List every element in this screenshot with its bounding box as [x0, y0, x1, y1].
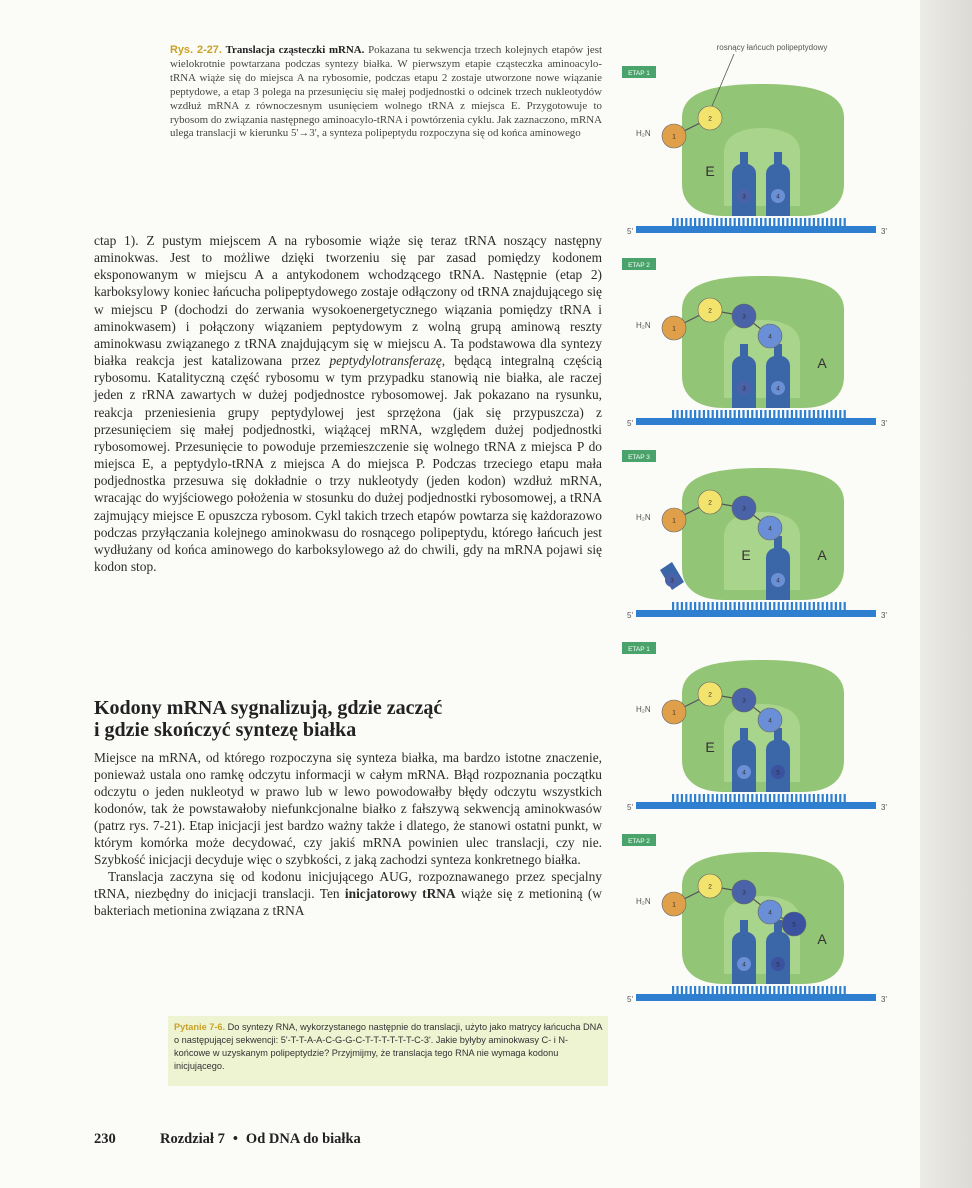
mrna-nucleotide — [773, 986, 775, 995]
section-heading — [94, 697, 574, 741]
question-body: Do syntezy RNA, wykorzystanego następnie do translacji, użyto jako matrycy łańcucha DNA o następującej sekwencji: 5'-T-T-A-A-C-G-G-C-T-T-T-T-T-T-C-3'. Jakie byłyby aminokwasy C- i N-końcowe w uzyskanym polipeptydzie? Przyjmijmy, że translacja tego RNA nie wymaga kodonu inicjującego. — [174, 1022, 602, 1071]
trna-number: 4 — [742, 769, 746, 777]
mrna-nucleotide — [835, 410, 837, 419]
mrna-nucleotide — [729, 218, 731, 227]
mrna-strand — [636, 418, 876, 425]
mrna-nucleotide — [844, 218, 846, 227]
chapter-label: Rozdział 7 — [160, 1131, 225, 1147]
mrna-nucleotide — [751, 794, 753, 803]
mrna-nucleotide — [712, 794, 714, 803]
body2-part-a: Translacja zaczyna się od kodonu inicjującego AUG, rozpoznawanego przez specjalny tRNA, niezbędny do inicjacji translacji. Ten — [94, 869, 602, 902]
mrna-3-prime-label: 3' — [881, 803, 887, 812]
mrna-nucleotide — [694, 986, 696, 995]
trna-stem — [740, 728, 748, 748]
mrna-nucleotide — [844, 602, 846, 611]
mrna-nucleotide — [716, 794, 718, 803]
ribosome-site-label: A — [817, 355, 827, 371]
mrna-nucleotide — [808, 986, 810, 995]
amino-acid-number: 2 — [708, 307, 712, 315]
etap-label: ETAP 2 — [628, 262, 650, 269]
mrna-nucleotide — [778, 410, 780, 419]
mrna-nucleotide — [839, 218, 841, 227]
mrna-nucleotide — [703, 410, 705, 419]
mrna-nucleotide — [760, 986, 762, 995]
mrna-nucleotide — [786, 602, 788, 611]
mrna-nucleotide — [681, 602, 683, 611]
mrna-nucleotide — [729, 602, 731, 611]
amino-acid-number: 1 — [672, 325, 676, 333]
mrna-nucleotide — [817, 218, 819, 227]
mrna-nucleotide — [716, 602, 718, 611]
mrna-nucleotide — [698, 410, 700, 419]
mrna-nucleotide — [707, 794, 709, 803]
mrna-nucleotide — [826, 218, 828, 227]
mrna-nucleotide — [830, 794, 832, 803]
mrna-nucleotide — [685, 410, 687, 419]
mrna-nucleotide — [813, 410, 815, 419]
mrna-nucleotide — [835, 986, 837, 995]
mrna-nucleotide — [742, 794, 744, 803]
mrna-nucleotide — [822, 410, 824, 419]
mrna-3-prime-label: 3' — [881, 419, 887, 428]
amino-terminus-label: H₂N — [636, 897, 651, 906]
mrna-nucleotide — [808, 602, 810, 611]
amino-terminus-label: H₂N — [636, 705, 651, 714]
mrna-nucleotide — [676, 218, 678, 227]
mrna-nucleotide — [756, 218, 758, 227]
mrna-nucleotide — [826, 410, 828, 419]
mrna-nucleotide — [703, 218, 705, 227]
amino-acid-number: 4 — [768, 333, 772, 341]
mrna-nucleotide — [791, 602, 793, 611]
mrna-nucleotide — [813, 794, 815, 803]
mrna-5-prime-label: 5' — [627, 419, 633, 428]
mrna-nucleotide — [764, 410, 766, 419]
mrna-nucleotide — [795, 218, 797, 227]
mrna-nucleotide — [839, 986, 841, 995]
amino-acid-number: 1 — [672, 517, 676, 525]
mrna-nucleotide — [782, 794, 784, 803]
mrna-nucleotide — [756, 410, 758, 419]
trna-stem — [740, 152, 748, 172]
mrna-nucleotide — [800, 410, 802, 419]
mrna-nucleotide — [769, 602, 771, 611]
mrna-nucleotide — [703, 602, 705, 611]
trna-stem — [774, 152, 782, 172]
body2-bold-term: inicjatorowy tRNA — [344, 886, 456, 902]
mrna-nucleotide — [747, 410, 749, 419]
mrna-nucleotide — [681, 218, 683, 227]
mrna-nucleotide — [804, 794, 806, 803]
amino-acid-number: 5 — [792, 921, 796, 929]
chapter-title: Od DNA do białka — [245, 1131, 361, 1147]
mrna-strand — [636, 994, 876, 1001]
mrna-nucleotide — [707, 410, 709, 419]
mrna-nucleotide — [813, 602, 815, 611]
mrna-nucleotide — [707, 218, 709, 227]
mrna-nucleotide — [734, 986, 736, 995]
mrna-nucleotide — [712, 602, 714, 611]
body2-paragraph-1: Miejsce na mRNA, od którego rozpoczyna się synteza białka, ma bardzo istotne znaczenie, ponieważ ustala ono ramkę odczytu informacji w całym mRNA. Błąd rozpoznania początku odczytu o jeden nukleotyd w prawo lub w lewo powodowałby błędy odczytu wszystkich kodonów, tak że powstawałoby niefunkcjonalne białko z fałszywą sekwencją aminokwasów (patrz rys. 7-21). Etap inicjacji jest bardzo ważny także i dlatego, że stanowi ostatni punkt, w którym komórka może decydować, czy jakiś mRNA powinien ulec translacji, czy nie. Szybkość inicjacji decyduje więc o szybkości, z jaką zachodzi synteza konkretnego białka. — [94, 750, 602, 868]
mrna-nucleotide — [795, 986, 797, 995]
amino-acid-number: 3 — [742, 889, 746, 897]
mrna-nucleotide — [742, 218, 744, 227]
mrna-nucleotide — [839, 410, 841, 419]
ribosome-site-label: E — [705, 739, 715, 755]
ribosome-site-label: E — [705, 163, 715, 179]
mrna-nucleotide — [778, 218, 780, 227]
mrna-nucleotide — [681, 794, 683, 803]
amino-acid-number: 4 — [768, 909, 772, 917]
mrna-nucleotide — [747, 602, 749, 611]
mrna-nucleotide — [786, 986, 788, 995]
caption-label: Rys. 2-27. — [170, 44, 222, 56]
mrna-nucleotide — [817, 602, 819, 611]
mrna-nucleotide — [817, 410, 819, 419]
mrna-nucleotide — [690, 794, 692, 803]
trna-number: 5 — [776, 769, 780, 777]
etap-label: ETAP 1 — [628, 646, 650, 653]
amino-acid-number: 4 — [768, 525, 772, 533]
body-text-2 — [94, 749, 602, 919]
mrna-nucleotide — [791, 410, 793, 419]
mrna-nucleotide — [844, 410, 846, 419]
mrna-nucleotide — [813, 986, 815, 995]
amino-acid-number: 3 — [742, 313, 746, 321]
page-number: 230 — [94, 1131, 116, 1147]
trna-stem — [740, 344, 748, 364]
mrna-nucleotide — [800, 602, 802, 611]
page-edge-shadow — [920, 0, 972, 1188]
mrna-nucleotide — [698, 986, 700, 995]
mrna-nucleotide — [786, 410, 788, 419]
mrna-nucleotide — [725, 794, 727, 803]
mrna-3-prime-label: 3' — [881, 227, 887, 236]
mrna-nucleotide — [760, 794, 762, 803]
mrna-nucleotide — [839, 602, 841, 611]
body1-part2: , będącą integralną częścią rybosomu. Katalityczną część rybosomu w tym przypadku stanowią nie białka, ale raczej jeden z rRNA zawartych w dużej podjednostce rybosomowej. Jak pokazano na rysunku, reakcja przeniesienia grupy peptydylowej jest sprzężona (jak się przypuszcza) z przesunięciem się małej podjednostki, wiążącej mRNA, względem dużej podjednostki rybosomowej. Przesunięcie to powoduje przemieszczenie się wolnego tRNA z miejsca P do miejsca E, a peptydylo-tRNA z miejsca A do miejsca P. Podczas trzeciego etapu mała podjednostka przesuwa się dokładnie o trzy nukleotydy (jeden kodon) wzdłuż mRNA, wracając do wyjściowego położenia w stosunku do dużej podjednostki rybosomowej, a tRNA zajmujący miejsce E opuszcza rybosom. Cykl takich trzech etapów powtarza się każdorazowo podczas przyłączania kolejnego aminokwasu do rosnącego polipeptydu, którego łańcuch jest wydłużany od końca aminowego do karboksylowego aż do chwili, gdy na mRNA pojawi się kodon stop. — [94, 353, 602, 574]
mrna-nucleotide — [756, 602, 758, 611]
mrna-nucleotide — [764, 602, 766, 611]
mrna-nucleotide — [844, 794, 846, 803]
mrna-nucleotide — [672, 410, 674, 419]
mrna-nucleotide — [782, 986, 784, 995]
mrna-nucleotide — [769, 218, 771, 227]
mrna-nucleotide — [822, 602, 824, 611]
mrna-nucleotide — [703, 794, 705, 803]
mrna-nucleotide — [822, 794, 824, 803]
mrna-nucleotide — [756, 986, 758, 995]
page-footer — [94, 1131, 514, 1148]
mrna-nucleotide — [712, 410, 714, 419]
mrna-nucleotide — [751, 218, 753, 227]
mrna-nucleotide — [835, 218, 837, 227]
mrna-nucleotide — [720, 218, 722, 227]
mrna-strand — [636, 226, 876, 233]
mrna-nucleotide — [764, 986, 766, 995]
mrna-nucleotide — [773, 218, 775, 227]
mrna-nucleotide — [707, 986, 709, 995]
ribosome-site-label: A — [817, 931, 827, 947]
mrna-nucleotide — [685, 794, 687, 803]
trna-number: 3 — [742, 193, 746, 201]
mrna-nucleotide — [786, 218, 788, 227]
amino-acid-number: 3 — [742, 505, 746, 513]
mrna-nucleotide — [800, 986, 802, 995]
mrna-nucleotide — [694, 602, 696, 611]
mrna-nucleotide — [769, 986, 771, 995]
figure-caption — [170, 44, 602, 141]
mrna-nucleotide — [830, 986, 832, 995]
amino-terminus-label: H₂N — [636, 513, 651, 522]
mrna-nucleotide — [720, 794, 722, 803]
mrna-5-prime-label: 5' — [627, 227, 633, 236]
mrna-5-prime-label: 5' — [627, 995, 633, 1004]
mrna-nucleotide — [690, 218, 692, 227]
trna-number: 4 — [742, 961, 746, 969]
mrna-nucleotide — [764, 794, 766, 803]
mrna-nucleotide — [672, 986, 674, 995]
mrna-nucleotide — [782, 410, 784, 419]
footer-separator: • — [232, 1131, 238, 1147]
mrna-nucleotide — [769, 794, 771, 803]
mrna-nucleotide — [742, 410, 744, 419]
mrna-nucleotide — [690, 986, 692, 995]
mrna-nucleotide — [835, 602, 837, 611]
mrna-nucleotide — [734, 410, 736, 419]
mrna-nucleotide — [826, 794, 828, 803]
mrna-nucleotide — [791, 794, 793, 803]
question-text — [174, 1021, 604, 1073]
mrna-nucleotide — [738, 602, 740, 611]
mrna-nucleotide — [716, 410, 718, 419]
figure-panel-2 — [622, 258, 887, 428]
mrna-nucleotide — [804, 602, 806, 611]
mrna-nucleotide — [676, 794, 678, 803]
body1-part1: ctap 1). Z pustym miejscem A na rybosomie wiąże się teraz tRNA noszący następny aminokwas. Jest to możliwe dzięki tworzeniu się par zasad pomiędzy kodonem eksponowanym w miejscu A a antykodonem wchodzącego tRNA. Następnie (etap 2) karboksylowy koniec łańcucha polipeptydowego zostaje odłączony od tRNA znajdującego się w miejscu P (dochodzi do zerwania wysokoenergetycznego wiązania pomiędzy tRNA i aminokwasem) i połączony wiązaniem peptydowym z wolną grupą aminową reszty aminokwasu związanego z tRNA znajdującym się w miejscu A. Ta podstawowa dla syntezy białka reakcja jest katalizowana przez — [94, 233, 602, 369]
figure-panel-1 — [622, 43, 887, 236]
mrna-nucleotide — [800, 794, 802, 803]
mrna-nucleotide — [826, 986, 828, 995]
mrna-nucleotide — [782, 602, 784, 611]
caption-title: Translacja cząsteczki mRNA. — [225, 44, 365, 56]
mrna-3-prime-label: 3' — [881, 995, 887, 1004]
mrna-strand — [636, 610, 876, 617]
mrna-nucleotide — [729, 794, 731, 803]
etap-label: ETAP 3 — [628, 454, 650, 461]
mrna-nucleotide — [830, 218, 832, 227]
amino-acid-number: 2 — [708, 691, 712, 699]
amino-acid-number: 3 — [742, 697, 746, 705]
mrna-nucleotide — [813, 218, 815, 227]
heading-line-1: Kodony mRNA sygnalizują, gdzie zacząć — [94, 697, 443, 719]
mrna-nucleotide — [734, 602, 736, 611]
question-label: Pytanie 7-6. — [174, 1022, 226, 1032]
body1-italic-term: peptydylotransferazę — [329, 353, 442, 369]
mrna-nucleotide — [778, 986, 780, 995]
mrna-nucleotide — [751, 602, 753, 611]
mrna-nucleotide — [800, 218, 802, 227]
figure-panel-4 — [622, 642, 887, 812]
mrna-nucleotide — [703, 986, 705, 995]
mrna-nucleotide — [738, 986, 740, 995]
amino-acid-number: 2 — [708, 499, 712, 507]
mrna-nucleotide — [747, 794, 749, 803]
trna-stem — [740, 920, 748, 940]
mrna-nucleotide — [756, 794, 758, 803]
mrna-nucleotide — [676, 602, 678, 611]
ribosome-site-a-label: A — [817, 547, 827, 563]
mrna-nucleotide — [725, 986, 727, 995]
mrna-nucleotide — [751, 410, 753, 419]
mrna-nucleotide — [685, 986, 687, 995]
mrna-nucleotide — [707, 602, 709, 611]
mrna-nucleotide — [672, 218, 674, 227]
mrna-nucleotide — [830, 410, 832, 419]
trna-number: 3 — [742, 385, 746, 393]
mrna-nucleotide — [786, 794, 788, 803]
mrna-nucleotide — [782, 218, 784, 227]
figure-panel-3 — [622, 450, 887, 620]
mrna-nucleotide — [791, 986, 793, 995]
mrna-nucleotide — [720, 602, 722, 611]
mrna-nucleotide — [817, 986, 819, 995]
mrna-nucleotide — [760, 410, 762, 419]
mrna-nucleotide — [734, 218, 736, 227]
mrna-nucleotide — [738, 218, 740, 227]
mrna-nucleotide — [830, 602, 832, 611]
mrna-nucleotide — [751, 986, 753, 995]
mrna-nucleotide — [672, 794, 674, 803]
trna-number: 4 — [776, 193, 780, 201]
etap-label: ETAP 1 — [628, 70, 650, 77]
mrna-nucleotide — [681, 410, 683, 419]
mrna-nucleotide — [685, 602, 687, 611]
mrna-nucleotide — [804, 218, 806, 227]
mrna-nucleotide — [698, 794, 700, 803]
mrna-nucleotide — [760, 218, 762, 227]
mrna-nucleotide — [747, 218, 749, 227]
mrna-nucleotide — [685, 218, 687, 227]
mrna-nucleotide — [791, 218, 793, 227]
mrna-nucleotide — [698, 602, 700, 611]
trna-number: 5 — [776, 961, 780, 969]
mrna-nucleotide — [795, 602, 797, 611]
amino-acid-number: 1 — [672, 709, 676, 717]
mrna-nucleotide — [720, 986, 722, 995]
mrna-5-prime-label: 5' — [627, 611, 633, 620]
mrna-nucleotide — [769, 410, 771, 419]
mrna-nucleotide — [835, 794, 837, 803]
mrna-nucleotide — [720, 410, 722, 419]
mrna-strand — [636, 802, 876, 809]
mrna-nucleotide — [690, 410, 692, 419]
mrna-nucleotide — [778, 794, 780, 803]
mrna-nucleotide — [681, 986, 683, 995]
body-text-1 — [94, 232, 602, 575]
mrna-nucleotide — [690, 602, 692, 611]
mrna-nucleotide — [738, 410, 740, 419]
mrna-nucleotide — [804, 410, 806, 419]
mrna-nucleotide — [808, 794, 810, 803]
heading-line-2: i gdzie skończyć syntezę białka — [94, 719, 357, 741]
mrna-nucleotide — [672, 602, 674, 611]
mrna-nucleotide — [725, 410, 727, 419]
trna-number: 4 — [776, 385, 780, 393]
mrna-nucleotide — [778, 602, 780, 611]
mrna-nucleotide — [694, 794, 696, 803]
mrna-nucleotide — [747, 986, 749, 995]
mrna-nucleotide — [773, 410, 775, 419]
mrna-nucleotide — [729, 410, 731, 419]
mrna-nucleotide — [712, 218, 714, 227]
mrna-nucleotide — [764, 218, 766, 227]
mrna-nucleotide — [760, 602, 762, 611]
mrna-nucleotide — [716, 986, 718, 995]
mrna-nucleotide — [725, 218, 727, 227]
mrna-nucleotide — [839, 794, 841, 803]
growing-polypeptide-label: rosnący łańcuch polipeptydowy — [716, 43, 828, 52]
mrna-nucleotide — [826, 602, 828, 611]
amino-acid-number: 2 — [708, 115, 712, 123]
mrna-nucleotide — [804, 986, 806, 995]
mrna-nucleotide — [817, 794, 819, 803]
amino-acid-number: 2 — [708, 883, 712, 891]
mrna-nucleotide — [795, 794, 797, 803]
mrna-nucleotide — [822, 218, 824, 227]
mrna-nucleotide — [729, 986, 731, 995]
mrna-nucleotide — [795, 410, 797, 419]
amino-terminus-label: H₂N — [636, 321, 651, 330]
amino-terminus-label: H₂N — [636, 129, 651, 138]
mrna-5-prime-label: 5' — [627, 803, 633, 812]
translation-diagram — [612, 36, 912, 1004]
mrna-nucleotide — [698, 218, 700, 227]
ribosome-site-e-label: E — [741, 547, 751, 563]
released-trna-number: 3 — [670, 577, 674, 585]
mrna-3-prime-label: 3' — [881, 611, 887, 620]
mrna-nucleotide — [712, 986, 714, 995]
mrna-nucleotide — [742, 986, 744, 995]
mrna-nucleotide — [742, 602, 744, 611]
caption-text: Pokazana tu sekwencja trzech kolejnych etapów jest wielokrotnie powtarzana podczas syntezy białka. W pierwszym etapie cząsteczka aminoacylo-tRNA wiąże się do miejsca A na rybosomie, podczas etapu 2 zostaje utworzone nowe wiązanie peptydowe, a etap 3 polega na przesunięciu się małej podjednostki o odcinek trzech nukleotydów wzdłuż mRNA z równoczesnym usunięciem wolnego tRNA z miejsca E. Przygotowuje to rybosom do związania następnego aminoacylo-tRNA i powtórzenia cyklu. Jak zaznaczono, mRNA ulega translacji w kierunku 5'→3', a synteza polipeptydu rozpoczyna się od końca aminowego — [170, 44, 602, 140]
mrna-nucleotide — [676, 410, 678, 419]
mrna-nucleotide — [716, 218, 718, 227]
mrna-nucleotide — [676, 986, 678, 995]
etap-label: ETAP 2 — [628, 838, 650, 845]
body2-part-b: wiąże się z metioniną (w bakteriach metionina związana z tRNA — [94, 886, 602, 919]
mrna-nucleotide — [694, 218, 696, 227]
body2-paragraph-2 — [94, 868, 602, 919]
trna-number: 4 — [776, 577, 780, 585]
mrna-nucleotide — [773, 794, 775, 803]
amino-acid-number: 1 — [672, 133, 676, 141]
mrna-nucleotide — [844, 986, 846, 995]
mrna-nucleotide — [822, 986, 824, 995]
mrna-nucleotide — [725, 602, 727, 611]
mrna-nucleotide — [694, 410, 696, 419]
amino-acid-number: 4 — [768, 717, 772, 725]
amino-acid-number: 1 — [672, 901, 676, 909]
mrna-nucleotide — [773, 602, 775, 611]
mrna-nucleotide — [808, 410, 810, 419]
mrna-nucleotide — [738, 794, 740, 803]
mrna-nucleotide — [734, 794, 736, 803]
mrna-nucleotide — [808, 218, 810, 227]
